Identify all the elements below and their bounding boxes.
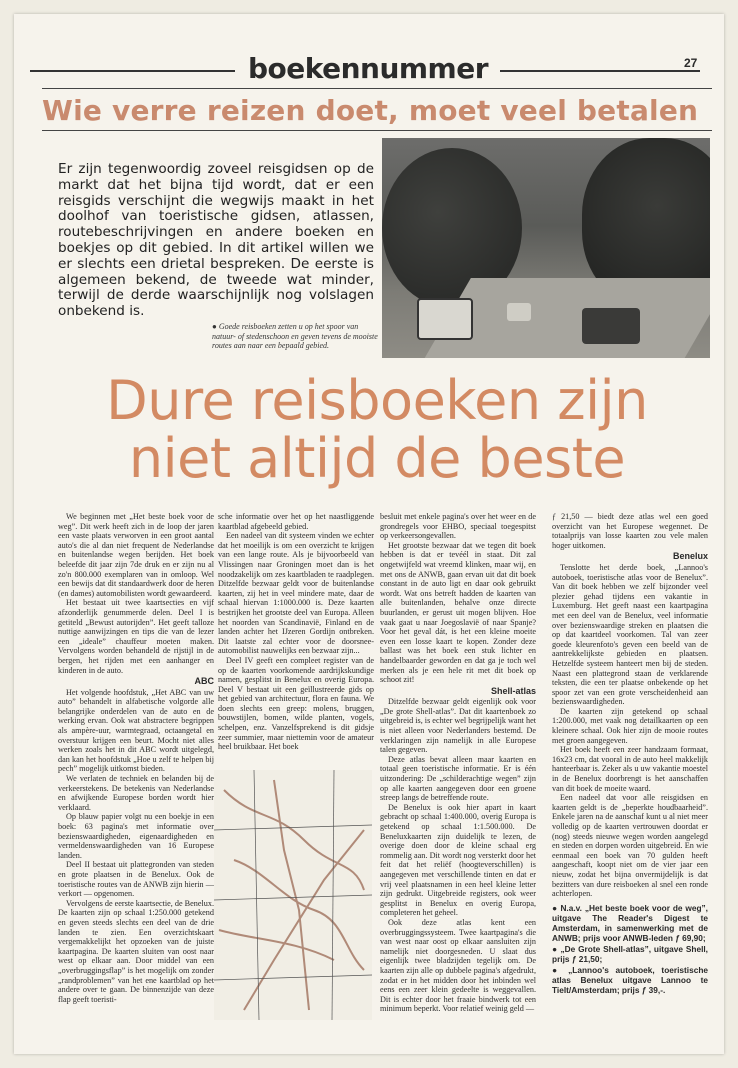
headline-secondary-line1: Dure reisboeken zijn [106,369,648,432]
road-photo [382,138,710,358]
paragraph: Een nadeel van dit systeem vinden we echter dat het moeilijk is om een overzicht te krijgen van een lange route. Als je bijvoorbeeld van Vlissingen naar Groningen moet dan is het noodzakelijk om zes kaartbladen te raadplegen. Ditzelfde bezwaar geldt voor de buitenlandse kaarten, zij het in veel mindere mate, daar de schaal hiervan 1:1000.000 is. Deze kaarten bestrijken het grootste deel van Europa. Alleen het noorden van Scandinavië, Finland en de landen achter het IJzeren Gordijn ontbreken. Dit laatste zal echter voor de doorsnee-automobilist nauwelijks een bezwaar zijn... [218,531,374,656]
paragraph: Deze atlas bevat alleen maar kaarten en totaal geen toeristische informatie. Er is één uitzondering: De „schilderachtige wegen” zijn op alle kaarten aangegeven door een groene streep langs de betreffende route. [380,754,536,803]
book-list-item: ● „Lannoo's autoboek, toeristische atlas Benelux uitgave Lannoo te Tielt/Amsterdam; prijs ƒ 39,-. [552,964,708,995]
paragraph: besluit met enkele pagina's over het weer en de grondregels voor EHBO, speciaal toegespitst op verkeersongevallen. [380,512,536,541]
section-title: boekennummer [247,52,489,85]
paragraph: Het boek heeft een zeer handzaam formaat, 16x23 cm, dat vooral in de auto heel makkelijk hanteerbaar is. Zeker als u uw vakantie moestel in de Benelux doorbrengt is het aanschaffen van dit boek de moeite waard. [552,745,708,793]
paragraph: Op blauw papier volgt nu een boekje in een boek: 63 pagina's met informatie over bezienswaardigheden, eigenaardigheden en vermeldenswaardigheden van 16 Europese landen. [58,812,214,860]
article-column-4 [552,512,708,996]
paragraph: Tenslotte het derde boek, „Lannoo's autoboek, toeristische atlas voor de Benelux”. Van dit boek hebben we zelf bijzonder veel plezier gehad tijdens een vakantie in Luxemburg. Het geeft naast een kaartpagina met een deel van de Benelux, veel informatie over bezienswaardige streken en plaatsen die op dat kaartdeel voorkomen. Tal van zeer goede kleurenfoto's geven een beeld van de aantrekkelijkste gebieden en plaatsen. Hetzelfde systeem hanteert men bij de steden. Naast een plattegrond staan de verklarende teksten, die een ter plaatse onbekende op het spoor zet van een grote verscheidenheid aan bezienswaardigheden. [552,562,708,707]
headline-rule-bottom [42,130,712,131]
headline-primary: Wie verre reizen doet, moet veel betalen [42,94,699,127]
photo-caption: ● Goede reisboeken zetten u op het spoor van natuur- of stedenschoon en geven tevens de mooiste routes aan naar een bepaald gebied. [212,322,378,350]
road-map-illustration [214,770,372,1020]
paragraph: De Benelux is ook hier apart in kaart gebracht op schaal 1:400.000, overig Europa is getekend op schaal 1:1.500.000. De Beneluxkaarten zijn duidelijk te lezen, de overige doen door de kleine schaal erg rommelig aan. Dit wordt nog versterkt door het feit dat het reliëf (hoogteverschillen) is aangegeven met verschillende tinten en dat er vrij veel plaatsnamen in een heel kleine letter zijn gedrukt. Uitgebreide registers, ook weer gesplitst in Benelux en overig Europa, completeren het geheel. [380,802,536,918]
article-column-1 [58,512,214,1004]
paragraph: De kaarten zijn getekend op schaal 1:200.000, met vaak nog detailkaarten op een kleinere schaal. Ook hier zijn de mooie routes met groen aangegeven. [552,706,708,745]
subheading-benelux: Benelux [672,551,708,562]
paragraph: Ditzelfde bezwaar geldt eigenlijk ook voor „De grote Shell-atlas”. Dat dit kaartenboek zo uitgebreid is, is echter wel begrijpelijk want het is niet alleen voor Nederlanders bestemd. De verklaringen zijn namelijk in alle Europese talen gegeven. [380,697,536,755]
paragraph: Deel II bestaat uit plattegronden van steden en grote plaatsen in de Benelux. Ook de toeristische routes van de ANWB zijn hierin — verkort — opgenomen. [58,860,214,899]
header-rule-left [30,70,235,72]
paragraph: Ook deze atlas kent een overbruggingssysteem. Twee kaartpagina's die van west naar oost op elkaar aansluiten zijn namelijk niet doorgesneden. U slaat dus eigenlijk twee bladzijden tegelijk om. De kaarten zijn alle op dubbele pagina's afgedrukt, zodat er in het midden door het inbinden wel eens een zeer klein gedeelte is weggevallen. Dit is echter door het fraaie bindwerk tot een minimum beperkt. Voor relatief weinig geld — [380,917,536,1014]
article-column-3 [380,512,536,1014]
headline-secondary-line2: niet altijd de beste [128,427,626,490]
paragraph: Het volgende hoofdstuk, „Het ABC van uw auto” behandelt in alfabetische volgorde alle belangrijke onderdelen van de auto en de werking ervan. Ook wat abstractere begrippen als ampère-uur, warmtegraad, octaangetal en overstuur krijgen een beurt. Mocht niet alles werken zoals het in dit ABC wordt uitgelegd, dan kan het hoofdstuk „Hoe u zelf te helpen bij pech” mogelijk uitkomst bieden. [58,687,214,774]
intro-paragraph: Er zijn tegenwoordig zoveel reisgidsen op de markt dat het bijna tijd wordt, dat er een reisgids verschijnt die wegwijs maakt in het doolhof van toeristische gidsen, atlassen, routebeschrijvingen en andere boeken en boekjes op dit gebied. In dit artikel willen we er slechts een drietal bespreken. De eerste is algemeen bekend, de tweede wat minder, terwijl de derde waarschijnlijk nog volslagen onbekend is. [58,161,374,320]
paragraph: Deel IV geeft een compleet register van de op de kaarten voorkomende aardrijkskundige namen, gesplitst in Benelux en overig Europa. Deel V bestaat uit een geïllustreerde gids op het gebied van architectuur, flora en fauna. We doen slechts een greep: molens, bruggen, bouwstijlen, bomen, wilde planten, vogels, schelpen, enz. Vanzelfsprekend is dit gidsje zeer summier, maar niettemin voor de amateur heel bruikbaar. Het boek [218,655,374,752]
paragraph: We beginnen met „Het beste boek voor de weg”. Dit werk heeft zich in de loop der jaren een vaste plaats verworven in een groot aantal auto's die al dan niet frequent de Nederlandse en buitenlandse wegen berijden. Het boek beleefde dit jaar zijn 7de druk en er zijn nu al zo'n 800.000 exemplaren van in omloop. Wel een bewijs dat dit standaardwerk door de heren (en dames) automobilisten wordt gewaardeerd. [58,512,214,598]
headline-secondary [42,369,712,490]
paragraph: Het bestaat uit twee kaartsecties en vijf afzonderlijk genummerde delen. Deel I is getiteld „Bewust autorijden”. Het geeft talloze nuttige aanwijzingen en tips die van de lezer een „ideale” chauffeur moeten maken. Vervolgens worden behandeld de rijstijl in de bergen, het rijden met een aanhanger en kinderen in de auto. [58,598,214,675]
book-list-item: ● „De Grote Shell-atlas”, uitgave Shell, prijs ƒ 21,50; [552,943,708,964]
subheading-shell-atlas: Shell-atlas [490,685,536,696]
subheading-abc: ABC [194,676,214,687]
paragraph: We verlaten de techniek en belanden bij de verkeerstekens. De betekenis van Nederlandse en afwijkende Europese borden wordt hier verklaard. [58,774,214,812]
page-number: 27 [684,56,698,70]
paragraph: sche informatie over het op het naastliggende kaartblad afgebeeld gebied. [218,512,374,531]
paragraph: Het grootste bezwaar dat we tegen dit boek hebben is dat er tevéél in staat. Dit zal ongetwijfeld wat vreemd klinken, maar wij, en met ons de ANWB, gaan ervan uit dat dit boek constant in de auto ligt en daar ook gebruikt wordt. Wat ons betreft hadden de kaarten van alle buitenlanden, behalve onze directe buurlanden, er gerust uit mogen blijven. Hoe vaak gaat u naar Joegoslavië of naar Spanje? Voor het geval dát, is het een kleine moeite even een losse kaart te kopen. Zonder deze ballast was het boek een stuk lichter en handelbaarder geworden en dat ga je toch wel merken als je een hele rit met dit boek op schoot zit! [380,540,536,685]
paragraph: Een nadeel dat voor alle reisgidsen en kaarten geldt is de „beperkte houdbaarheid”. Enkele jaren na de aanschaf kunt u al niet meer volledig op de kaarten vertrouwen doordat er (nog) steeds nieuwe wegen worden aangelegd en steden en dorpen worden uitgebreid. En wie eenmaal een boek van 70 gulden heeft aangeschaft, koopt niet om de vier jaar een nieuw, zodat het bijna onvermijdelijk is dat bezitters van dure reisboeken al snel een ronde achterlopen. [552,793,708,899]
header-rule-right [500,70,700,72]
book-list-item: ● N.a.v. „Het beste boek voor de weg”, uitgave The Reader's Digest te Amsterdam, in samenwerking met de ANWB; prijs voor ANWB-leden ƒ 69,90; [552,902,708,943]
headline-rule-top [42,88,712,89]
article-column-2 [218,512,374,752]
paragraph: ƒ 21,50 — biedt deze atlas wel een goed overzicht van het Europese wegennet. De totaalprijs van losse kaarten zou vele malen hoger uitkomen. [552,512,708,550]
paragraph: Vervolgens de eerste kaartsectie, de Benelux. De kaarten zijn op schaal 1:250.000 getekend en geven steeds slechts een deel van de drie landen te zien. Een overzichtskaart vergemakkelijkt het opzoeken van de juiste kaartpagina. De kaarten sluiten van oost naar west op elkaar aan. Door middel van een „overbruggingsflap” is het mogelijk om zonder „randproblemen” van het ene kaartblad op het andere over te gaan. De binnenzijde van deze flap geeft toeristi- [58,898,214,1004]
book-list [552,903,708,995]
